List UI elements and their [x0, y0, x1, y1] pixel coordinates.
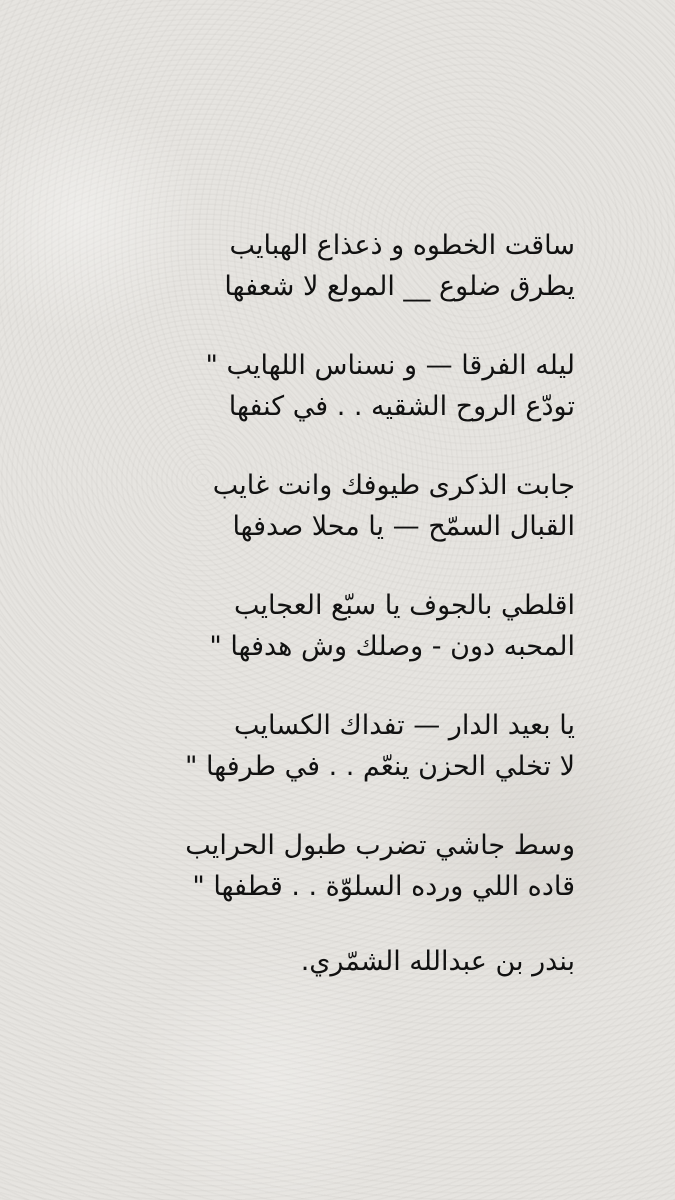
verse-line: جابت الذكرى طيوفك وانت غايب — [212, 470, 575, 501]
verse-line: يا بعيد الدار — تفداك الكسايب — [233, 710, 575, 741]
verse-line: القبال السمّح — يا محلا صدفها — [232, 511, 575, 542]
stanza-2 — [85, 345, 575, 427]
verse-line: لا تخلي الحزن ينعّم . . في طرفها " — [185, 751, 575, 782]
verse-line: اقلطي بالجوف يا سبّع العجايب — [234, 590, 575, 621]
stanza-1 — [85, 225, 575, 307]
stanza-6 — [85, 825, 575, 907]
verse-line: ليله الفرقا — و نسناس اللهايب " — [205, 350, 575, 381]
verse-line: ساقت الخطوه و ذعذاع الهبايب — [229, 230, 575, 261]
verse-line: وسط جاشي تضرب طبول الحرايب — [185, 830, 575, 861]
stanza-4 — [85, 585, 575, 667]
poem-text — [85, 225, 575, 982]
stanza-5 — [85, 705, 575, 787]
verse-line: المحبه دون - وصلك وش هدفها " — [209, 631, 575, 662]
stanza-3 — [85, 465, 575, 547]
verse-line: يطرق ضلوع __ المولع لا شعفها — [224, 271, 575, 302]
poet-signature: بندر بن عبدالله الشمّري. — [300, 946, 575, 977]
verse-line: قاده اللي ورده السلوّة . . قطفها " — [192, 871, 575, 902]
verse-line: تودّع الروح الشقيه . . في كنفها — [228, 391, 575, 422]
